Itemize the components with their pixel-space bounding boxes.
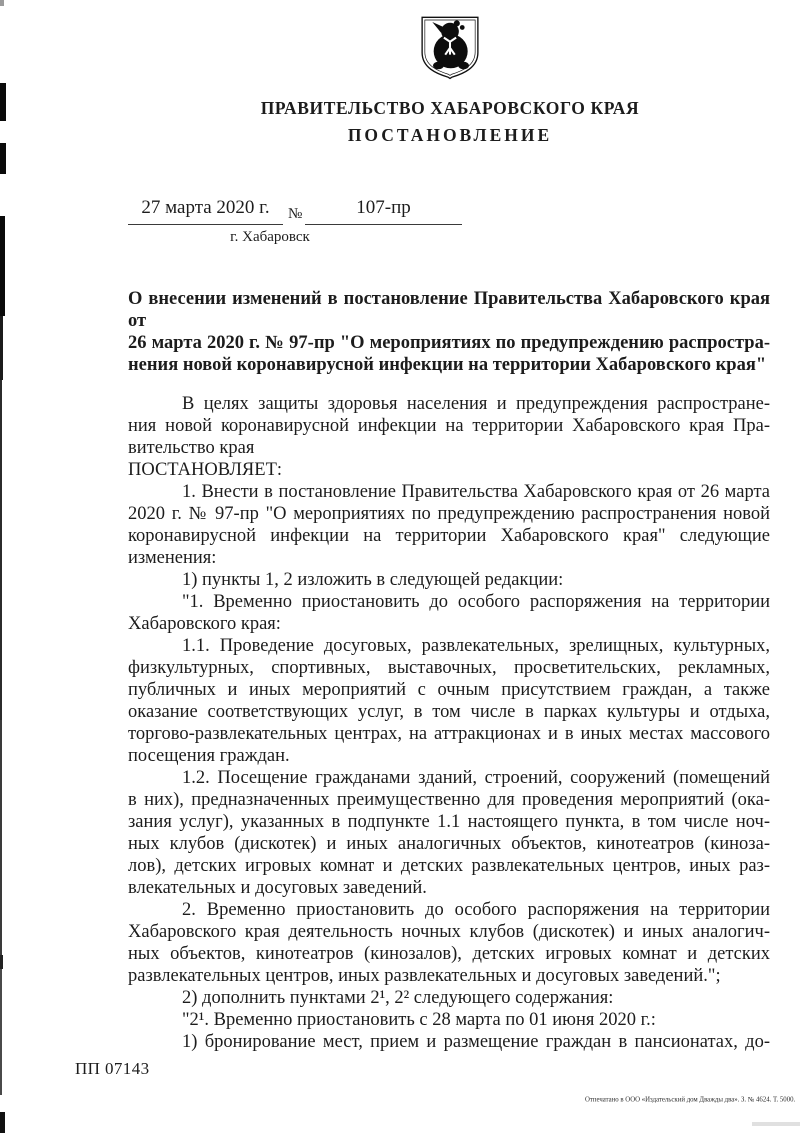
body-line: вительство края [128,438,255,458]
body-line: В целях защиты здоровья населения и предупреждения распростране- [182,394,770,414]
document-header [105,13,795,146]
paragraph [128,393,770,459]
doc-code: ПП 07143 [75,1059,150,1078]
paragraph [128,459,770,481]
scan-artifact [0,1112,5,1133]
number-sign: № [288,206,303,222]
body-line: "2¹. Временно приостановить с 28 марта по 01 июня 2020 г.: [182,1010,656,1030]
body-line: 1.2. Посещение гражданами зданий, строений, сооружений (помещений [182,768,770,788]
scan-artifact [0,143,6,174]
scan-artifact [0,720,2,955]
paragraph [128,481,770,569]
body-line: 2020 г. № 97-пр "О мероприятиях по предупреждению распространения новой [128,504,770,524]
scan-artifact [0,380,2,720]
paragraph [128,569,770,591]
title-line: нения новой коронавирусной инфекции на территории Хабаровского края" [128,355,767,375]
title-line: 26 марта 2020 г. № 97-пр "О мероприятиях по предупреждению распростра- [128,333,770,353]
scan-artifact [0,216,5,316]
body-line: торгово-развлекательных центрах, на аттракционах и в иных местах массового [128,724,770,744]
date-value: 27 марта 2020 г. [128,197,283,225]
scan-artifact [0,955,3,969]
body-line: физкультурных, спортивных, выставочных, просветительских, рекламных, [128,658,770,678]
body-line: коронавирусной инфекции на территории Хабаровского края" следующие [128,526,770,546]
print-note-text: Отпечатано в ООО «Издательский дом Дважды два». З. № 4624. Т. 5000. [584,1096,795,1104]
body-line: 2. Временно приостановить до особого распоряжения на территории [182,900,770,920]
body-line: изменения: [128,548,217,568]
scan-artifact [0,316,3,380]
body-line: зания услуг), указанных в подпункте 1.1 настоящего пункта, в том числе ноч- [128,812,770,832]
paragraph [128,1009,770,1031]
body-line: публичных и иных мероприятий с очным присутствием граждан, а также [128,680,770,700]
body-line: Хабаровского края: [128,614,281,634]
document-type: ПОСТАНОВЛЕНИЕ [347,125,553,145]
body-line: влекательных и досуговых заведений. [128,878,427,898]
scan-artifact [0,0,4,6]
body-line: в них), предназначенных преимущественно для проведения мероприятий (ока- [128,790,770,810]
body-line: Хабаровского края деятельность ночных клубов (дискотек) и иных аналогич- [128,922,770,942]
body-line: лов), детских игровых комнат и детских развлекательных центров, иных раз- [128,856,770,876]
document-body [128,393,770,1053]
document-title [128,288,770,376]
body-line: 1.1. Проведение досуговых, развлекательных, зрелищных, культурных, [182,636,770,656]
body-line: 1) пункты 1, 2 изложить в следующей редакции: [182,570,564,590]
scan-artifact [0,83,6,121]
body-line: 1) бронирование мест, прием и размещение граждан в пансионатах, до- [182,1032,770,1052]
body-line: развлекательных центров, иных развлекательных и досуговых заведений."; [128,966,721,986]
paragraph [128,1031,770,1053]
scan-artifact [0,969,2,1095]
body-line: ПОСТАНОВЛЯЕТ: [128,460,283,480]
body-line: 1. Внести в постановление Правительства Хабаровского края от 26 марта [182,482,770,502]
scan-artifact [752,1122,800,1126]
paragraph [128,987,770,1009]
number-value: 107-пр [305,197,462,225]
paragraph [128,591,770,635]
print-note [486,1091,795,1109]
body-line: ных клубов (дискотек) и иных аналогичных объектов, кинотеатров (киноза- [128,834,770,854]
paragraph [128,899,770,987]
city-name: г. Хабаровск [230,229,310,245]
title-line: О внесении изменений в постановление Правительства Хабаровского края от [128,289,770,331]
organization-name: ПРАВИТЕЛЬСТВО ХАБАРОВСКОГО КРАЯ [260,98,640,118]
body-line: 2) дополнить пунктами 2¹, 2² следующего содержания: [182,988,614,1008]
body-line: посещения граждан. [128,746,290,766]
date-number-block [128,197,473,259]
body-line: оказание соответствующих услуг, в том числе в парках культуры и отдыха, [128,702,770,722]
body-line: ных объектов, кинотеатров (кинозалов), детских игровых комнат и детских [128,944,770,964]
paragraph [128,767,770,899]
coat-of-arms-icon [416,13,484,85]
paragraph [128,635,770,767]
body-line: "1. Временно приостановить до особого распоряжения на территории [182,592,770,612]
body-line: ния новой коронавирусной инфекции на территории Хабаровского края Пра- [128,416,770,436]
